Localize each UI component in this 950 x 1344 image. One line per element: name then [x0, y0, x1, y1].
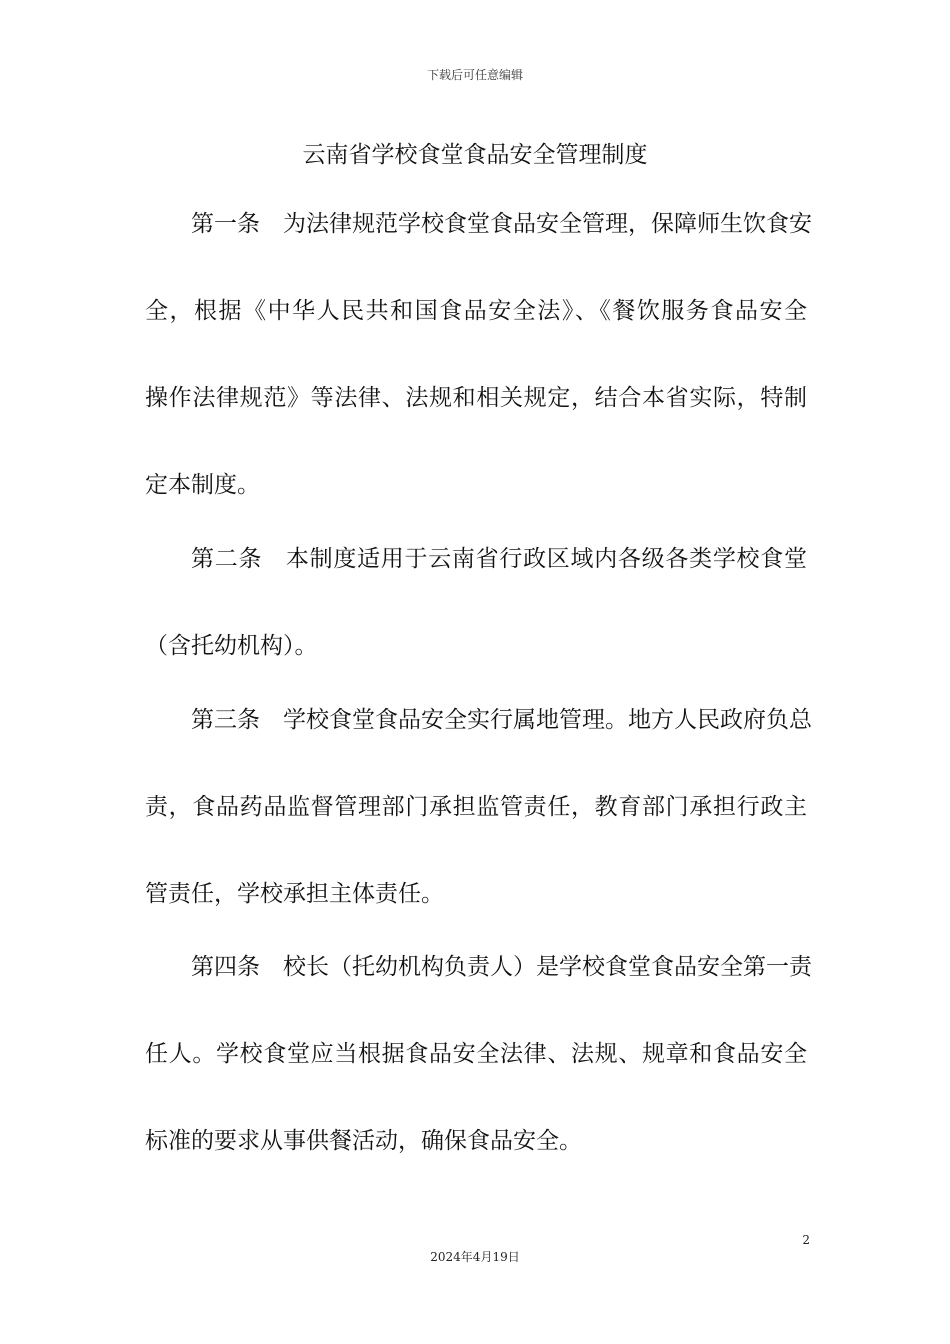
page-header-note: 下载后可任意编辑: [426, 68, 523, 82]
footer-date: 2024年4月19日: [430, 1250, 520, 1264]
article-1-line-1: 第一条 为法律规范学校食堂食品安全管理，保障师生饮食安: [191, 211, 812, 237]
article-3-line-2: 责，食品药品监督管理部门承担监管责任，教育部门承担行政主: [145, 794, 807, 820]
article-4-line-3: 标准的要求从事供餐活动，确保食品安全。: [145, 1128, 582, 1154]
document-title: 云南省学校食堂食品安全管理制度: [302, 142, 648, 168]
article-1-line-3: 操作法律规范》等法律、法规和相关规定，结合本省实际，特制: [145, 385, 807, 411]
article-4-line-2: 任人。学校食堂应当根据食品安全法律、法规、规章和食品安全: [145, 1041, 807, 1067]
article-2-line-1: 第二条 本制度适用于云南省行政区域内各级各类学校食堂: [191, 546, 807, 572]
article-3-line-3: 管责任，学校承担主体责任。: [145, 881, 444, 907]
article-1-line-4: 定本制度。: [145, 472, 260, 498]
article-3-line-1: 第三条 学校食堂食品安全实行属地管理。地方人民政府负总: [191, 707, 812, 733]
article-4-line-1: 第四条 校长（托幼机构负责人）是学校食堂食品安全第一责: [191, 954, 812, 980]
page-number: 2: [802, 1233, 810, 1247]
article-1-line-2: 全，根据《中华人民共和国食品安全法》、《餐饮服务食品安全: [145, 298, 807, 324]
article-2-line-2: （含托幼机构）。: [145, 633, 318, 659]
